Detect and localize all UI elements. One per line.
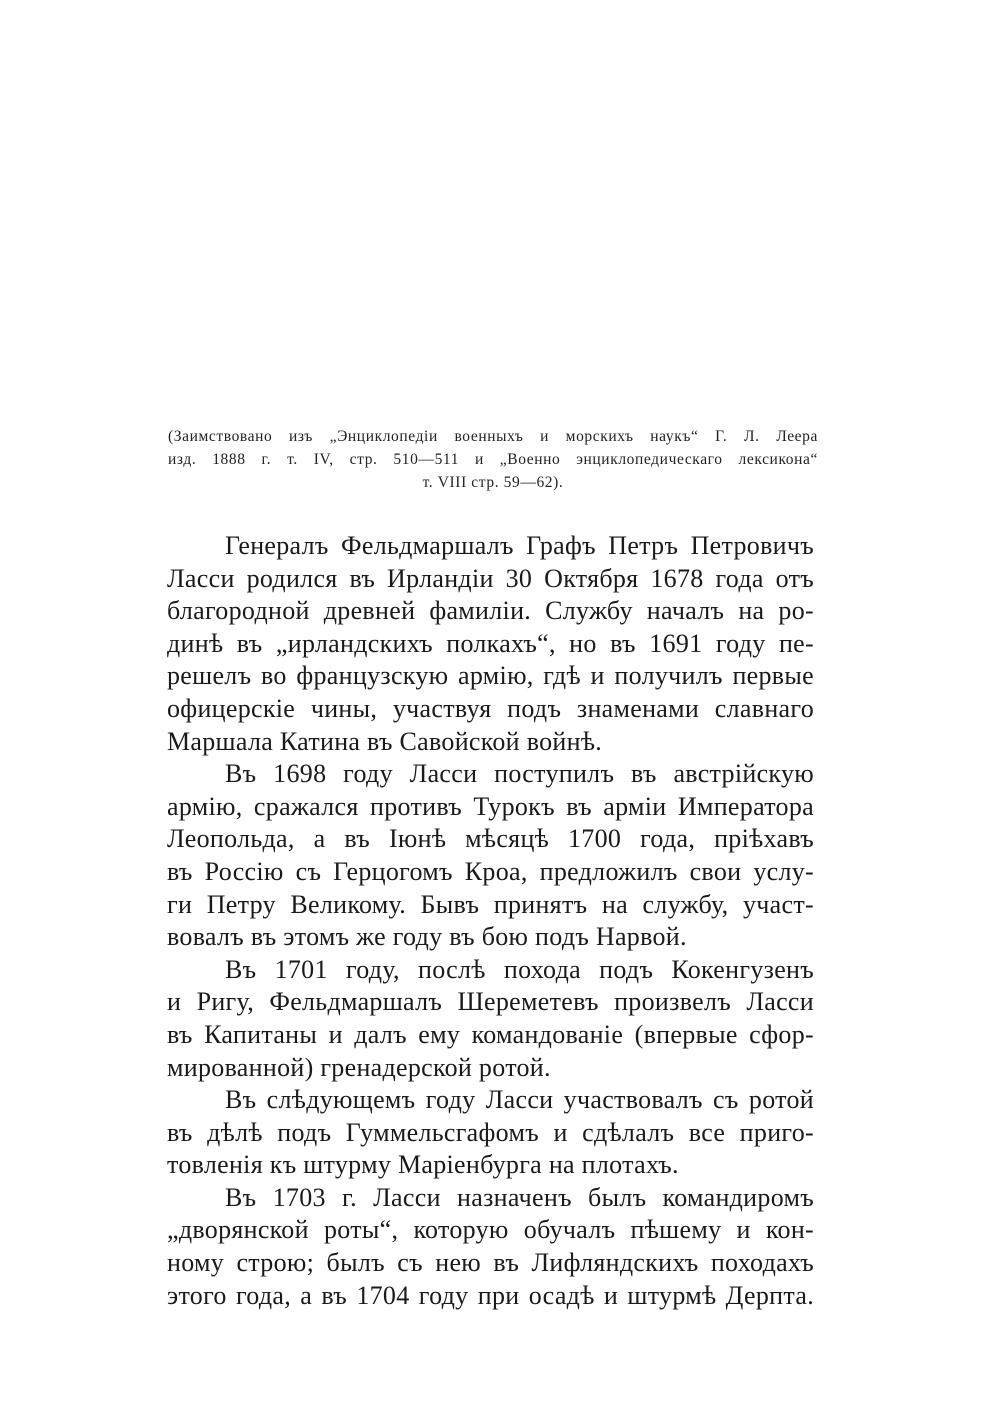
text-line: Въ 1701 году, послѣ похода подъ Кокенгузенъ bbox=[225, 954, 814, 984]
source-note-line: изд. 1888 г. т. IV, стр. 510—511 и „Военно энциклопедическаго лексикона“ bbox=[168, 451, 818, 468]
text-line: „дворянской роты“, которую обучалъ пѣшему и кон- bbox=[167, 1215, 814, 1245]
text-line: решелъ во французскую армію, гдѣ и получилъ первые bbox=[167, 661, 814, 691]
text-line: офицерскіе чины, участвуя подъ знаменами славнаго bbox=[167, 693, 814, 723]
text-line: Въ 1698 году Ласси поступилъ въ австрійскую bbox=[225, 759, 814, 789]
source-note-line: (Заимствовано изъ „Энциклопедіи военныхъ и морскихъ наукъ“ Г. Л. Леера bbox=[168, 428, 818, 445]
text-line: Леопольда, а въ Іюнѣ мѣсяцѣ 1700 года, пріѣхавъ bbox=[167, 824, 814, 854]
paragraph-1 bbox=[167, 530, 814, 758]
text-line: ному строю; былъ съ нею въ Лифляндскихъ походахъ bbox=[167, 1248, 814, 1278]
text-line: динѣ въ „ирландскихъ полкахъ“, но въ 1691 году пе- bbox=[167, 628, 814, 658]
text-line: въ Капитаны и далъ ему командованіе (впервые сфор- bbox=[167, 1019, 814, 1049]
text-line: ги Петру Великому. Бывъ принятъ на службу, участ- bbox=[167, 889, 814, 919]
text-line: товленія къ штурму Маріенбурга на плотахъ. bbox=[167, 1150, 679, 1180]
paragraph-4 bbox=[167, 1084, 814, 1182]
text-line: въ дѣлѣ подъ Гуммельсгафомъ и сдѣлалъ все приго- bbox=[167, 1117, 814, 1147]
text-line: и Ригу, Фельдмаршалъ Шереметевъ произвелъ Ласси bbox=[167, 987, 814, 1017]
paragraph-3 bbox=[167, 954, 814, 1084]
text-line: Въ слѣдующемъ году Ласси участвовалъ съ ротой bbox=[225, 1085, 814, 1115]
text-line: благородной древней фамиліи. Службу началъ на ро- bbox=[167, 596, 814, 626]
text-line: Ласси родился въ Ирландіи 30 Октября 1678 года отъ bbox=[167, 563, 814, 593]
text-line: Въ 1703 г. Ласси назначенъ былъ командиромъ bbox=[225, 1182, 814, 1212]
text-line: Генералъ Фельдмаршалъ Графъ Петръ Петровичъ bbox=[225, 531, 814, 560]
text-line: вовалъ въ этомъ же году въ бою подъ Нарвой. bbox=[167, 922, 687, 952]
text-line: этого года, а въ 1704 году при осадѣ и штурмѣ Дерпта. bbox=[167, 1280, 814, 1310]
text-line: мированной) гренадерской ротой. bbox=[167, 1052, 551, 1082]
text-line: армію, сражался противъ Турокъ въ арміи Императора bbox=[167, 791, 814, 821]
text-line: въ Россію съ Герцогомъ Кроа, предложилъ свои услу- bbox=[167, 856, 814, 886]
source-note bbox=[168, 425, 818, 494]
paragraph-5 bbox=[167, 1182, 814, 1312]
source-note-line: т. VIII стр. 59—62). bbox=[422, 474, 564, 491]
text-line: Маршала Катина въ Савойской войнѣ. bbox=[167, 726, 603, 756]
body-text bbox=[167, 530, 814, 1312]
paragraph-2 bbox=[167, 758, 814, 954]
